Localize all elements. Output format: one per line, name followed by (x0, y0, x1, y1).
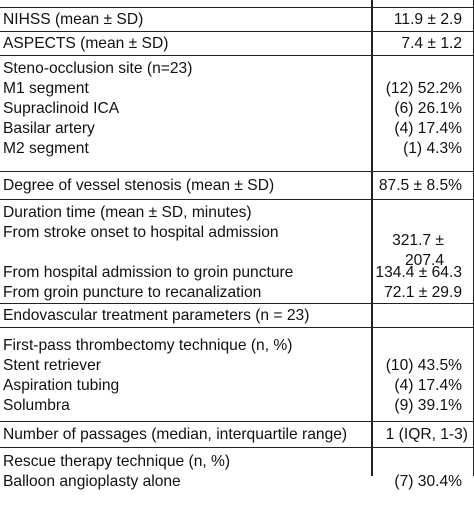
row-label: Degree of vessel stenosis (mean ± SD) (3, 176, 274, 196)
table-row-steno (0, 56, 474, 172)
table-row-nihss (0, 8, 474, 32)
table-row-rescue (0, 448, 474, 508)
row-value: 7.4 ± 1.2 (401, 34, 462, 54)
row-label: Stent retriever (3, 356, 101, 376)
row-value: (4) 17.4% (394, 119, 462, 139)
section-header: First-pass thrombectomy technique (n, %) (3, 336, 292, 356)
row-value: 11.9 ± 2.9 (394, 10, 462, 30)
row-label: Supraclinoid ICA (3, 99, 119, 119)
row-value: (12) 52.2% (386, 79, 462, 99)
table-row-firstpass (0, 328, 474, 422)
table-row (0, 0, 474, 8)
row-label: NIHSS (mean ± SD) (3, 10, 143, 30)
section-header: Duration time (mean ± SD, minutes) (3, 203, 252, 223)
row-label: M1 segment (3, 79, 89, 99)
row-label: Solumbra (3, 396, 70, 416)
table-row-aspects (0, 32, 474, 56)
table-row-stenosis (0, 172, 474, 200)
section-header: Rescue therapy technique (n, %) (3, 452, 230, 472)
table-row-duration (0, 200, 474, 304)
row-label: Basilar artery (3, 119, 95, 139)
row-value: (10) 43.5% (386, 356, 462, 376)
row-label: From groin puncture to recanalization (3, 283, 261, 303)
row-value: (4) 17.4% (394, 376, 462, 396)
row-label: From hospital admission to groin puncture (3, 263, 293, 283)
section-header: Steno-occlusion site (n=23) (3, 59, 192, 79)
row-value: 72.1 ± 29.9 (384, 283, 462, 303)
row-value: 87.5 ± 8.5% (379, 176, 462, 196)
table-row-endovascular (0, 304, 474, 328)
row-label: From stroke onset to hospital admission (3, 223, 279, 243)
section-header: Endovascular treatment parameters (n = 23) (3, 306, 309, 326)
row-label: Balloon angioplasty alone (3, 472, 181, 492)
row-value: 207.4 (405, 251, 444, 271)
row-value: (6) 26.1% (394, 99, 462, 119)
row-value: 134.4 ± 64.3 (375, 263, 462, 283)
table-row-passages (0, 422, 474, 448)
row-label: ASPECTS (mean ± SD) (3, 34, 168, 54)
row-value: (7) 30.4% (394, 472, 462, 492)
row-value: (9) 39.1% (394, 396, 462, 416)
row-value: 321.7 ± (392, 231, 444, 251)
row-value: 1 (IQR, 1-3) (386, 425, 468, 445)
row-label: Aspiration tubing (3, 376, 119, 396)
row-value: (1) 4.3% (403, 139, 462, 159)
row-label: M2 segment (3, 139, 89, 159)
row-label: Number of passages (median, interquartile range) (3, 425, 347, 445)
